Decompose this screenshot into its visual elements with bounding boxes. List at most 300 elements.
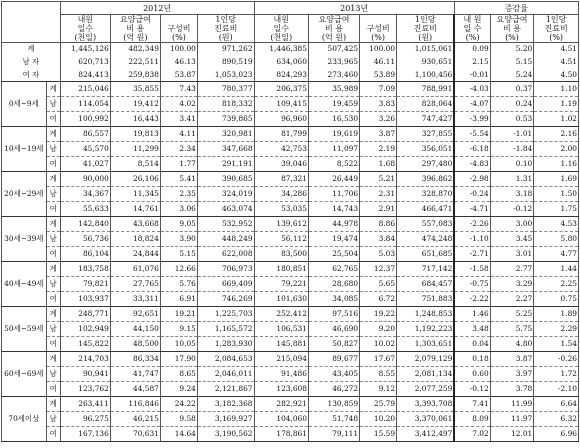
value-cell: -0.75 xyxy=(454,277,490,292)
value-cell: -0.26 xyxy=(534,352,579,367)
col-header-change-2-line-2: (%) xyxy=(534,33,579,43)
value-cell: -0.01 xyxy=(454,69,490,82)
value-cell: 9.15 xyxy=(160,322,197,337)
value-cell: 971,262 xyxy=(197,43,254,56)
col-header-change-2-line-1: 진료비 xyxy=(534,24,579,33)
value-cell: 46,215 xyxy=(110,412,160,427)
age-group-label: 50세~59세 xyxy=(2,307,47,352)
value-cell: 1,165,572 xyxy=(197,322,254,337)
value-cell: 2.29 xyxy=(534,322,579,337)
value-cell: 2.34 xyxy=(160,142,197,157)
value-cell: 86,334 xyxy=(110,352,160,367)
summary-row xyxy=(2,43,579,56)
value-cell: 3.83 xyxy=(360,97,397,112)
value-cell: 17.67 xyxy=(360,352,397,367)
value-cell: 178,861 xyxy=(254,427,308,442)
value-cell: 2.15 xyxy=(454,56,490,69)
value-cell: 41,747 xyxy=(110,367,160,382)
value-cell: 10.02 xyxy=(360,337,397,352)
value-cell: 1,225,703 xyxy=(197,307,254,322)
value-cell: 83,500 xyxy=(254,247,308,262)
value-cell: 9.24 xyxy=(160,382,197,397)
value-cell: 0.60 xyxy=(454,367,490,382)
value-cell: 101,630 xyxy=(254,292,308,307)
value-cell: 1.89 xyxy=(534,307,579,322)
sex-sub-label: 남 xyxy=(46,322,60,337)
value-cell: 4.80 xyxy=(490,337,534,352)
sex-sub-label: 남 xyxy=(46,232,60,247)
col-header-2013-0-line-0: 내원 xyxy=(254,15,308,25)
col-header-2012-3-line-0: 1인당 xyxy=(197,15,254,25)
value-cell: 46,690 xyxy=(308,322,359,337)
sex-sub-label: 여 xyxy=(46,112,60,127)
col-header-change-0-line-1: 일 수 xyxy=(454,24,490,33)
value-cell: 24,844 xyxy=(110,247,160,262)
value-cell: 45,570 xyxy=(60,142,110,157)
age-group-row xyxy=(2,307,579,322)
year-2012-header: 2012년 xyxy=(60,2,254,15)
value-cell: 90,000 xyxy=(60,172,110,187)
value-cell: 46.13 xyxy=(160,56,197,69)
value-cell: -6.18 xyxy=(454,142,490,157)
value-cell: -2.10 xyxy=(534,382,579,397)
value-cell: 1,015,061 xyxy=(397,43,455,56)
value-cell: 3,182,368 xyxy=(197,397,254,412)
sex-sub-label: 계 xyxy=(46,172,60,187)
sex-sub-label: 여 xyxy=(46,292,60,307)
value-cell: 56,736 xyxy=(60,232,110,247)
summary-row xyxy=(2,69,579,82)
value-cell: 10.05 xyxy=(160,337,197,352)
value-cell: 282,921 xyxy=(254,397,308,412)
value-cell: 1.10 xyxy=(534,82,579,97)
age-group-row xyxy=(2,262,579,277)
value-cell: 1.16 xyxy=(534,157,579,172)
value-cell: 706,973 xyxy=(197,262,254,277)
age-group-row xyxy=(2,322,579,337)
value-cell: 0.75 xyxy=(534,292,579,307)
value-cell: 206,375 xyxy=(254,82,308,97)
value-cell: 46,272 xyxy=(308,382,359,397)
col-header-2013-0-line-2: (천일) xyxy=(254,33,308,43)
age-group-row xyxy=(2,337,579,352)
year-2013-header: 2013년 xyxy=(254,2,454,15)
value-cell: 1.02 xyxy=(534,112,579,127)
col-header-2013-0-line-1: 일수 xyxy=(254,24,308,33)
value-cell: 19,619 xyxy=(308,127,359,142)
value-cell: 12.37 xyxy=(360,262,397,277)
value-cell: 8,522 xyxy=(308,157,359,172)
age-group-row xyxy=(2,142,579,157)
value-cell: 183,758 xyxy=(60,262,110,277)
value-cell: 747,427 xyxy=(397,112,455,127)
value-cell: 102,949 xyxy=(60,322,110,337)
value-cell: 130,859 xyxy=(308,397,359,412)
value-cell: 39,046 xyxy=(254,157,308,172)
value-cell: 44,978 xyxy=(308,217,359,232)
value-cell: 3.26 xyxy=(360,112,397,127)
value-cell: 466,471 xyxy=(397,202,455,217)
age-group-label: 10세~19세 xyxy=(2,127,47,172)
value-cell: 2,121,867 xyxy=(197,382,254,397)
value-cell: 0.37 xyxy=(490,82,534,97)
value-cell: 2,079,129 xyxy=(397,352,455,367)
value-cell: 1.75 xyxy=(534,202,579,217)
value-cell: 1,100,456 xyxy=(397,69,455,82)
value-cell: 104,060 xyxy=(254,412,308,427)
value-cell: -1.84 xyxy=(490,142,534,157)
sex-sub-label: 계 xyxy=(46,127,60,142)
value-cell: 1.77 xyxy=(160,157,197,172)
age-group-row xyxy=(2,292,579,307)
age-group-label: 20세~29세 xyxy=(2,172,47,217)
value-cell: 11,706 xyxy=(308,187,359,202)
sex-sub-label: 남 xyxy=(46,412,60,427)
value-cell: -0.24 xyxy=(454,187,490,202)
value-cell: 2,081,134 xyxy=(397,367,455,382)
value-cell: 92,651 xyxy=(110,307,160,322)
col-header-change-2-line-0: 1인당 xyxy=(534,15,579,25)
value-cell: 26,106 xyxy=(110,172,160,187)
age-group-row xyxy=(2,127,579,142)
value-cell: 106,531 xyxy=(254,322,308,337)
value-cell: 620,713 xyxy=(60,56,110,69)
age-group-row xyxy=(2,382,579,397)
value-cell: 145,822 xyxy=(60,337,110,352)
value-cell: 746,269 xyxy=(197,292,254,307)
value-cell: 474,248 xyxy=(397,232,455,247)
value-cell: 43,405 xyxy=(308,367,359,382)
sex-sub-label: 여 xyxy=(46,202,60,217)
value-cell: 35,989 xyxy=(308,82,359,97)
value-cell: 4.50 xyxy=(534,69,579,82)
value-cell: 291,191 xyxy=(197,157,254,172)
value-cell: 651,685 xyxy=(397,247,455,262)
value-cell: -5.54 xyxy=(454,127,490,142)
value-cell: 1,445,126 xyxy=(60,43,110,56)
value-cell: 14.64 xyxy=(160,427,197,442)
value-cell: 53,035 xyxy=(254,202,308,217)
value-cell: 2.35 xyxy=(160,187,197,202)
value-cell: 17.90 xyxy=(160,352,197,367)
value-cell: 2.19 xyxy=(360,142,397,157)
value-cell: 25.79 xyxy=(360,397,397,412)
value-cell: 91,486 xyxy=(254,367,308,382)
age-group-label: 30세~39세 xyxy=(2,217,47,262)
value-cell: 19.22 xyxy=(360,307,397,322)
value-cell: 532,952 xyxy=(197,217,254,232)
value-cell: 34,085 xyxy=(308,292,359,307)
col-header-2013-2-line-0 xyxy=(360,15,397,25)
value-cell: 123,762 xyxy=(60,382,110,397)
value-cell: 0.18 xyxy=(454,352,490,367)
value-cell: -2.98 xyxy=(454,172,490,187)
value-cell: 11.99 xyxy=(490,397,534,412)
value-cell: 28,680 xyxy=(308,277,359,292)
value-cell: 4.53 xyxy=(534,217,579,232)
value-cell: 1.72 xyxy=(534,367,579,382)
value-cell: 100,992 xyxy=(60,112,110,127)
summary-row-label: 여 자 xyxy=(2,69,61,82)
value-cell: 4.51 xyxy=(534,56,579,69)
value-cell: 100.00 xyxy=(360,43,397,56)
value-cell: 7.43 xyxy=(160,82,197,97)
value-cell: 463,074 xyxy=(197,202,254,217)
value-cell: 252,412 xyxy=(254,307,308,322)
value-cell: 5.21 xyxy=(360,172,397,187)
value-cell: 669,409 xyxy=(197,277,254,292)
age-group-row xyxy=(2,277,579,292)
change-header: 증감율 xyxy=(454,2,578,15)
sex-sub-label: 남 xyxy=(46,367,60,382)
value-cell: 8.55 xyxy=(360,367,397,382)
value-cell: 1.46 xyxy=(454,307,490,322)
value-cell: 1,446,385 xyxy=(254,43,308,56)
col-header-2012-2-line-2: (%) xyxy=(160,33,197,43)
value-cell: 19,412 xyxy=(110,97,160,112)
summary-row-label: 남 자 xyxy=(2,56,61,69)
value-cell: 24.22 xyxy=(160,397,197,412)
sex-sub-label: 계 xyxy=(46,397,60,412)
value-cell: 3.87 xyxy=(360,127,397,142)
value-cell: 356,051 xyxy=(397,142,455,157)
value-cell: 482,349 xyxy=(110,43,160,56)
value-cell: 145,881 xyxy=(254,337,308,352)
value-cell: 123,608 xyxy=(254,382,308,397)
value-cell: 215,046 xyxy=(60,82,110,97)
value-cell: 2.77 xyxy=(490,262,534,277)
value-cell: -3.99 xyxy=(454,112,490,127)
age-group-row xyxy=(2,172,579,187)
col-header-change-1-line-2: (%) xyxy=(490,33,534,43)
value-cell: 34,367 xyxy=(60,187,110,202)
col-header-2012-1-line-2: (억 원) xyxy=(110,33,160,43)
col-header-2013-3-line-0: 1인당 xyxy=(397,15,455,25)
value-cell: 828,064 xyxy=(397,97,455,112)
value-cell: 5.80 xyxy=(534,232,579,247)
value-cell: 27,765 xyxy=(110,277,160,292)
value-cell: 56,112 xyxy=(254,232,308,247)
value-cell: 5.65 xyxy=(360,277,397,292)
value-cell: -4.71 xyxy=(454,202,490,217)
col-header-change-0-line-0: 내 원 xyxy=(454,15,490,25)
value-cell: 6.64 xyxy=(534,397,579,412)
value-cell: 4.11 xyxy=(160,127,197,142)
value-cell: 0.53 xyxy=(490,112,534,127)
value-cell: 3.90 xyxy=(160,232,197,247)
value-cell: 167,136 xyxy=(60,427,110,442)
value-cell: 44,150 xyxy=(110,322,160,337)
age-group-row xyxy=(2,397,579,412)
value-cell: 41,027 xyxy=(60,157,110,172)
value-cell: 87,321 xyxy=(254,172,308,187)
value-cell: 3.87 xyxy=(490,352,534,367)
value-cell: 70,631 xyxy=(110,427,160,442)
value-cell: 180,851 xyxy=(254,262,308,277)
value-cell: 4.51 xyxy=(534,43,579,56)
value-cell: 116,846 xyxy=(110,397,160,412)
col-header-2013-3-line-1: 진료비 xyxy=(397,24,455,33)
value-cell: 86,557 xyxy=(60,127,110,142)
value-cell: 5.25 xyxy=(490,307,534,322)
value-cell: 390,685 xyxy=(197,172,254,187)
value-cell: 5.03 xyxy=(360,247,397,262)
value-cell: 4.77 xyxy=(534,247,579,262)
value-cell: 44,587 xyxy=(110,382,160,397)
sex-sub-label: 계 xyxy=(46,217,60,232)
value-cell: 739,865 xyxy=(197,112,254,127)
value-cell: -2.71 xyxy=(454,247,490,262)
value-cell: 15.59 xyxy=(360,427,397,442)
value-cell: 5.15 xyxy=(490,56,534,69)
value-cell: 1,248,853 xyxy=(397,307,455,322)
value-cell: 3.00 xyxy=(490,217,534,232)
value-cell: -0.12 xyxy=(454,382,490,397)
value-cell: 3.29 xyxy=(490,277,534,292)
sex-sub-label: 여 xyxy=(46,427,60,442)
value-cell: 11,345 xyxy=(110,187,160,202)
value-cell: 2,084,653 xyxy=(197,352,254,367)
value-cell: 53.89 xyxy=(360,69,397,82)
value-cell: 818,332 xyxy=(197,97,254,112)
sex-sub-label: 여 xyxy=(46,337,60,352)
col-header-2013-1-line-0: 요양급여 xyxy=(308,15,359,25)
value-cell: 89,677 xyxy=(308,352,359,367)
age-group-row xyxy=(2,112,579,127)
value-cell: 55,633 xyxy=(60,202,110,217)
value-cell: -4.83 xyxy=(454,157,490,172)
value-cell: 6.91 xyxy=(160,292,197,307)
col-header-change-1-line-0: 요양급여 xyxy=(490,15,534,25)
value-cell: 824,293 xyxy=(254,69,308,82)
value-cell: -4.03 xyxy=(454,82,490,97)
value-cell: 5.75 xyxy=(490,322,534,337)
sex-sub-label: 계 xyxy=(46,352,60,367)
value-cell: 8.65 xyxy=(160,367,197,382)
value-cell: 79,221 xyxy=(254,277,308,292)
value-cell: 8,514 xyxy=(110,157,160,172)
value-cell: 9.05 xyxy=(160,217,197,232)
value-cell: 1.69 xyxy=(534,172,579,187)
value-cell: 61,076 xyxy=(110,262,160,277)
value-cell: 448,249 xyxy=(197,232,254,247)
value-cell: 233,965 xyxy=(308,56,359,69)
age-group-row xyxy=(2,367,579,382)
value-cell: 717,142 xyxy=(397,262,455,277)
col-header-2012-0-line-0: 내원 xyxy=(60,15,110,25)
value-cell: 50,827 xyxy=(308,337,359,352)
value-cell: 684,457 xyxy=(397,277,455,292)
value-cell: 5.24 xyxy=(490,69,534,82)
value-cell: 215,094 xyxy=(254,352,308,367)
value-cell: 11,299 xyxy=(110,142,160,157)
col-header-2013-2-line-1: 구성비 xyxy=(360,24,397,33)
age-group-row xyxy=(2,427,579,442)
value-cell: 2.16 xyxy=(534,127,579,142)
age-group-row xyxy=(2,187,579,202)
col-header-2012-0-line-2: (천일) xyxy=(60,33,110,43)
col-header-2012-3-line-1: 진료비 xyxy=(197,24,254,33)
sex-sub-label: 남 xyxy=(46,277,60,292)
value-cell: 9.12 xyxy=(360,382,397,397)
value-cell: 9.58 xyxy=(160,412,197,427)
value-cell: 34,286 xyxy=(254,187,308,202)
value-cell: 43,668 xyxy=(110,217,160,232)
col-header-2012-0-line-1: 일수 xyxy=(60,24,110,33)
value-cell: 19,813 xyxy=(110,127,160,142)
statistics-table xyxy=(1,1,579,442)
value-cell: 97,516 xyxy=(308,307,359,322)
value-cell: 3.97 xyxy=(490,367,534,382)
value-cell: 96,960 xyxy=(254,112,308,127)
value-cell: 62,765 xyxy=(308,262,359,277)
value-cell: 2.00 xyxy=(534,142,579,157)
age-group-row xyxy=(2,217,579,232)
value-cell: 12.01 xyxy=(490,427,534,442)
value-cell: 42,753 xyxy=(254,142,308,157)
value-cell: 86,104 xyxy=(60,247,110,262)
value-cell: 780,377 xyxy=(197,82,254,97)
value-cell: 622,008 xyxy=(197,247,254,262)
value-cell: 3.01 xyxy=(490,247,534,262)
value-cell: 396,862 xyxy=(397,172,455,187)
value-cell: 2.27 xyxy=(490,292,534,307)
value-cell: 1,053,023 xyxy=(197,69,254,82)
col-header-change-0-line-2: (%) xyxy=(454,33,490,43)
value-cell: 259,838 xyxy=(110,69,160,82)
sex-sub-label: 계 xyxy=(46,82,60,97)
value-cell: 11,097 xyxy=(308,142,359,157)
value-cell: 320,981 xyxy=(197,127,254,142)
value-cell: 4.02 xyxy=(160,97,197,112)
value-cell: 3.18 xyxy=(490,187,534,202)
value-cell: 10.20 xyxy=(360,412,397,427)
sex-sub-label: 계 xyxy=(46,307,60,322)
value-cell: 1.19 xyxy=(534,97,579,112)
value-cell: 3,393,708 xyxy=(397,397,455,412)
sex-sub-label: 남 xyxy=(46,97,60,112)
age-group-label: 0세~9세 xyxy=(2,82,47,127)
value-cell: 222,511 xyxy=(110,56,160,69)
value-cell: 557,083 xyxy=(397,217,455,232)
value-cell: 788,991 xyxy=(397,82,455,97)
col-header-2013-2-line-2: (%) xyxy=(360,33,397,43)
value-cell: 324,019 xyxy=(197,187,254,202)
age-group-row xyxy=(2,412,579,427)
value-cell: 109,415 xyxy=(254,97,308,112)
value-cell: 214,703 xyxy=(60,352,110,367)
value-cell: 3,190,562 xyxy=(197,427,254,442)
value-cell: 5.20 xyxy=(490,43,534,56)
value-cell: 930,651 xyxy=(397,56,455,69)
value-cell: 16,443 xyxy=(110,112,160,127)
summary-row xyxy=(2,56,579,69)
value-cell: 3.78 xyxy=(490,382,534,397)
value-cell: 3.41 xyxy=(160,112,197,127)
table-header xyxy=(2,2,579,43)
value-cell: -2.22 xyxy=(454,292,490,307)
age-group-row xyxy=(2,82,579,97)
value-cell: 1.68 xyxy=(360,157,397,172)
value-cell: 8.09 xyxy=(454,412,490,427)
age-group-label: 70세이상 xyxy=(2,397,47,442)
value-cell: 0.24 xyxy=(490,97,534,112)
value-cell: 3,370,061 xyxy=(397,412,455,427)
age-group-row xyxy=(2,157,579,172)
value-cell: 19,474 xyxy=(308,232,359,247)
sex-sub-label: 여 xyxy=(46,247,60,262)
value-cell: 1.44 xyxy=(534,262,579,277)
